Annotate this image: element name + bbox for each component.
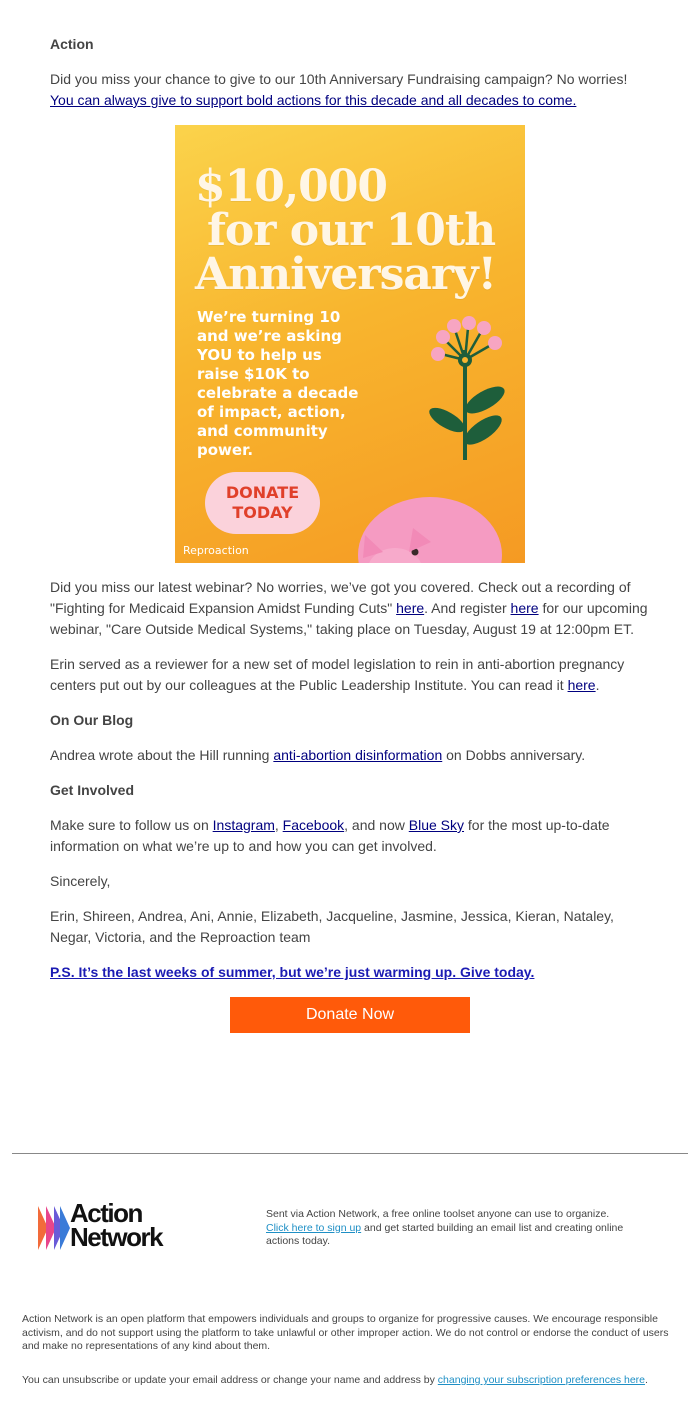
erin-end: . [595, 677, 600, 693]
unsub-end: . [645, 1374, 648, 1386]
intro-text: Did you miss your chance to give to our 10th Anniversary Fundraising campaign? No worries! [50, 71, 628, 87]
follow-paragraph [50, 815, 650, 857]
banner-title-line2: for our 10th [207, 205, 496, 256]
webinar-text2: . And register [424, 600, 511, 616]
sent-via-text [266, 1208, 646, 1249]
banner-donate-today[interactable] [205, 472, 320, 534]
donate-now-button[interactable]: Donate Now [230, 997, 470, 1033]
facebook-link[interactable]: Facebook [282, 817, 345, 833]
intro-paragraph [50, 69, 650, 111]
action-heading: Action [50, 36, 94, 52]
sent-text1: Sent via Action Network, a free online toolset anyone can use to organize. [266, 1208, 610, 1220]
signature-names: Erin, Shireen, Andrea, Ani, Annie, Elizabeth, Jacqueline, Jasmine, Jessica, Kieran, Nataley, Negar, Victoria, and the Reproaction team [50, 908, 614, 945]
sincerely: Sincerely, [50, 873, 111, 889]
blog-text1: Andrea wrote about the Hill running [50, 747, 274, 763]
legislation-link[interactable]: here [567, 677, 596, 693]
disinformation-link[interactable]: anti-abortion disinformation [273, 747, 443, 763]
webinar-recording-link[interactable]: here [396, 600, 425, 616]
banner-title [195, 161, 515, 300]
instagram-link[interactable]: Instagram [212, 817, 275, 833]
webinar-paragraph [50, 577, 650, 640]
sign-up-link[interactable]: Click here to sign up [266, 1221, 362, 1234]
involved-heading: Get Involved [50, 782, 135, 798]
logo-line1: Action [70, 1198, 142, 1228]
ps-paragraph [50, 962, 650, 983]
follow-text3: for the most up-to-date information on what we’re up to and how you can get involved. [50, 817, 610, 854]
blog-heading: On Our Blog [50, 712, 134, 728]
piggy-bank-illustration [335, 310, 525, 563]
webinar-register-link[interactable]: here [510, 600, 539, 616]
banner-body: We’re turning 10 and we’re asking YOU to help us raise $10K to celebrate a decade of impact, action, and community power. [197, 308, 359, 459]
subscription-preferences-link[interactable]: changing your subscription preferences here [437, 1374, 646, 1386]
blog-text2: on Dobbs anniversary. [442, 747, 586, 763]
legal-disclaimer: Action Network is an open platform that empowers individuals and groups to organize for progressive causes. We encourage responsible activism, and do not support using the platform to take unlawful or other improper action. We do not control or endorse the conduct of users and make no representations of any kind about them. [22, 1313, 669, 1352]
logo-line2: Network [70, 1222, 163, 1252]
banner-donate-line1: DONATE [225, 483, 300, 502]
banner-donate-line2: TODAY [232, 503, 293, 522]
follow-text1: Make sure to follow us on [50, 817, 213, 833]
webinar-text3: for our upcoming webinar, "Care Outside Medical Systems," taking place on Tuesday, August 19 at 12:00pm ET. [50, 600, 648, 637]
banner-title-line1: $10,000 [195, 161, 388, 212]
erin-paragraph [50, 654, 650, 696]
action-network-logo-icon[interactable] [38, 1202, 70, 1254]
follow-comma: , [274, 817, 283, 833]
bluesky-link[interactable]: Blue Sky [408, 817, 465, 833]
reproaction-logo: Reproaction [183, 544, 249, 557]
give-link[interactable]: You can always give to support bold actions for this decade and all decades to come. [50, 92, 577, 108]
follow-text2: , and now [344, 817, 409, 833]
banner-title-line3: Anniversary! [195, 249, 496, 300]
erin-text: Erin served as a reviewer for a new set of model legislation to rein in anti-abortion pregnancy centers put out by our colleagues at the Public Leadership Institute. You can read it [50, 656, 625, 693]
blog-paragraph [50, 745, 650, 766]
footer-divider [12, 1153, 688, 1154]
ps-give-link[interactable]: P.S. It’s the last weeks of summer, but we’re just warming up. Give today. [50, 964, 535, 980]
webinar-text1: Did you miss our latest webinar? No worries, we’ve got you covered. Check out a recording of "Fighting for Medicaid Expansion Amidst Funding Cuts" [50, 579, 631, 616]
action-network-logo[interactable] [70, 1198, 163, 1252]
unsubscribe-text [22, 1374, 682, 1388]
unsub-text: You can unsubscribe or update your email address or change your name and address by [22, 1374, 438, 1386]
sent-text2: and get started building an email list and creating online actions today. [266, 1221, 624, 1247]
anniversary-banner[interactable] [175, 125, 525, 563]
